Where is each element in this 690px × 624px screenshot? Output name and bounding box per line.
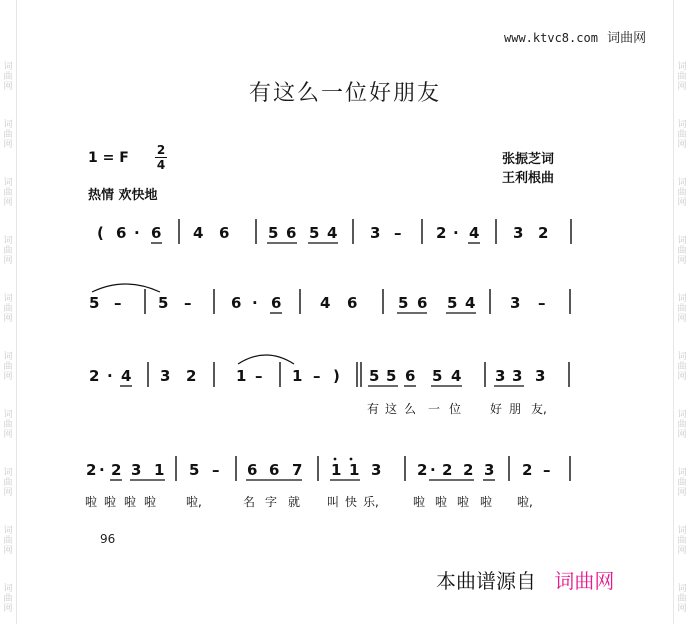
barlines bbox=[145, 289, 570, 314]
score-note: – bbox=[543, 461, 551, 479]
watermark-char: 曲 bbox=[677, 420, 687, 430]
watermark-char: 词 bbox=[677, 236, 687, 246]
lyric: 字 bbox=[265, 495, 278, 509]
score-note: 6 bbox=[405, 367, 416, 385]
score-note: 2 bbox=[111, 461, 122, 479]
lyric: 么 bbox=[404, 402, 417, 416]
score-note: 5 bbox=[268, 224, 279, 242]
lyric: 友, bbox=[531, 402, 547, 416]
score-note: 6 bbox=[417, 294, 428, 312]
watermark-char: 网 bbox=[3, 372, 13, 382]
watermark-char: 网 bbox=[3, 430, 13, 440]
watermark-char: 词 bbox=[677, 62, 687, 72]
watermark-char: 网 bbox=[677, 140, 687, 150]
score-note: 6 bbox=[271, 294, 282, 312]
lyric: 一 bbox=[428, 402, 441, 416]
watermark-char: 曲 bbox=[3, 478, 13, 488]
score-note: 3 bbox=[513, 224, 524, 242]
watermark-char: 词 bbox=[677, 294, 687, 304]
score-note: 6 bbox=[231, 294, 242, 312]
lyric: 就 bbox=[288, 495, 301, 509]
watermark-char: 网 bbox=[3, 604, 13, 614]
score-note: – bbox=[313, 367, 321, 385]
watermark-char: 词 bbox=[677, 410, 687, 420]
score-note: 3 bbox=[512, 367, 523, 385]
watermark-char: 网 bbox=[3, 314, 13, 324]
watermark-char: 词 bbox=[3, 410, 13, 420]
score-note: 1 bbox=[292, 367, 303, 385]
lyric: 啦 bbox=[413, 495, 426, 509]
watermark-char: 曲 bbox=[3, 304, 13, 314]
score-note: 6 bbox=[347, 294, 358, 312]
watermark-char: 曲 bbox=[677, 72, 687, 82]
lyric: 啦 bbox=[104, 495, 117, 509]
watermark-char: 词 bbox=[3, 526, 13, 536]
watermark-char: 词 bbox=[3, 352, 13, 362]
score-note: 6 bbox=[286, 224, 297, 242]
watermark-char: 曲 bbox=[3, 130, 13, 140]
score-note: 1 bbox=[349, 461, 360, 479]
watermark-char: 网 bbox=[3, 546, 13, 556]
score-note: · bbox=[430, 461, 436, 479]
score-note: 6 bbox=[269, 461, 280, 479]
watermark-char: 词 bbox=[677, 526, 687, 536]
page-number: 96 bbox=[100, 532, 116, 546]
key-signature: 1 = F bbox=[88, 150, 129, 166]
score-note: ) bbox=[333, 367, 340, 385]
watermark-char: 网 bbox=[3, 256, 13, 266]
tempo-marking: 热情 欢快地 bbox=[88, 188, 158, 203]
source-footer bbox=[436, 565, 614, 594]
score-note: 5 bbox=[89, 294, 100, 312]
lyricist: 张振芝词 bbox=[502, 152, 555, 167]
score-note: · bbox=[99, 461, 105, 479]
score-row-1 bbox=[97, 219, 571, 244]
score-note: 2 bbox=[442, 461, 453, 479]
time-signature-bottom: 4 bbox=[156, 158, 166, 172]
watermark-char: 词 bbox=[3, 584, 13, 594]
score-row-3 bbox=[89, 355, 569, 416]
score-note: 4 bbox=[327, 224, 338, 242]
score-note: 2 bbox=[417, 461, 428, 479]
watermark-char: 网 bbox=[677, 488, 687, 498]
watermark-char: 网 bbox=[677, 372, 687, 382]
watermark-char: 网 bbox=[677, 604, 687, 614]
lyric: 名 bbox=[243, 495, 256, 509]
watermark-char: 词 bbox=[3, 294, 13, 304]
score-note: 2 bbox=[522, 461, 533, 479]
score-note: – bbox=[114, 294, 122, 312]
watermark-char: 网 bbox=[677, 314, 687, 324]
watermark-char: 曲 bbox=[3, 72, 13, 82]
watermark-char: 网 bbox=[677, 546, 687, 556]
score-note: 1 bbox=[331, 461, 342, 479]
watermark-char: 词 bbox=[677, 584, 687, 594]
score-note: 5 bbox=[432, 367, 443, 385]
watermark-char: 曲 bbox=[677, 188, 687, 198]
watermark-char: 曲 bbox=[677, 246, 687, 256]
score-note: 1 bbox=[236, 367, 247, 385]
watermark-char: 网 bbox=[677, 82, 687, 92]
score-note: · bbox=[134, 224, 140, 242]
score-note: 2 bbox=[86, 461, 97, 479]
footer-text: 本曲谱源自 bbox=[436, 569, 536, 593]
lyric: 啦 bbox=[457, 495, 470, 509]
watermark-char: 词 bbox=[677, 468, 687, 478]
score-note: 4 bbox=[465, 294, 476, 312]
score-note: 3 bbox=[510, 294, 521, 312]
watermark-char: 词 bbox=[3, 468, 13, 478]
barlines bbox=[148, 362, 569, 387]
score-note: 5 bbox=[369, 367, 380, 385]
watermark-char: 曲 bbox=[3, 420, 13, 430]
lyric: 啦 bbox=[144, 495, 157, 509]
score-note: 3 bbox=[535, 367, 546, 385]
score-note: 4 bbox=[193, 224, 204, 242]
watermark-char: 曲 bbox=[677, 478, 687, 488]
score-note: – bbox=[255, 367, 263, 385]
score-note: · bbox=[107, 367, 113, 385]
watermark-char: 曲 bbox=[3, 362, 13, 372]
watermark-char: 曲 bbox=[677, 304, 687, 314]
watermark-char: 词 bbox=[677, 120, 687, 130]
score-note: · bbox=[252, 294, 258, 312]
watermark-char: 网 bbox=[3, 140, 13, 150]
score-note: 5 bbox=[447, 294, 458, 312]
lyric: 这 bbox=[385, 402, 398, 416]
octave-dots bbox=[334, 458, 353, 461]
lyric: 啦 bbox=[85, 495, 98, 509]
watermark-char: 曲 bbox=[3, 536, 13, 546]
score-note: 2 bbox=[89, 367, 100, 385]
score-note: 2 bbox=[436, 224, 447, 242]
time-signature-top: 2 bbox=[156, 143, 166, 157]
watermark-char: 曲 bbox=[3, 188, 13, 198]
watermark-char: 词 bbox=[3, 178, 13, 188]
score-row-2 bbox=[89, 284, 570, 314]
watermark-char: 曲 bbox=[677, 130, 687, 140]
score-note: 4 bbox=[121, 367, 132, 385]
song-title: 有这么一位好朋友 bbox=[248, 81, 441, 106]
score-note: 1 bbox=[154, 461, 165, 479]
score-note: – bbox=[212, 461, 220, 479]
watermark-char: 词 bbox=[677, 352, 687, 362]
score-note: 5 bbox=[189, 461, 200, 479]
score-note: · bbox=[453, 224, 459, 242]
watermark-char: 网 bbox=[3, 198, 13, 208]
score-note: 6 bbox=[247, 461, 258, 479]
lyric: 啦, bbox=[186, 495, 202, 509]
watermark-char: 网 bbox=[3, 488, 13, 498]
score-note: 3 bbox=[371, 461, 382, 479]
score-note: 6 bbox=[151, 224, 162, 242]
watermark-char: 网 bbox=[3, 82, 13, 92]
score-note: 2 bbox=[186, 367, 197, 385]
watermark-char: 曲 bbox=[3, 594, 13, 604]
score-note: 5 bbox=[386, 367, 397, 385]
composer: 王利根曲 bbox=[502, 171, 555, 186]
lyric: 啦 bbox=[435, 495, 448, 509]
lyric: 叫 bbox=[327, 495, 340, 509]
watermark-char: 词 bbox=[3, 236, 13, 246]
watermark-char: 曲 bbox=[677, 536, 687, 546]
score-note: 3 bbox=[495, 367, 506, 385]
score-row-4 bbox=[85, 456, 570, 509]
score-note: – bbox=[184, 294, 192, 312]
lyric: 位 bbox=[449, 402, 462, 416]
site-url[interactable]: www.ktvc8.com bbox=[504, 31, 598, 45]
score-note: 3 bbox=[484, 461, 495, 479]
lyric: 好 bbox=[490, 402, 503, 416]
score-note: 3 bbox=[370, 224, 381, 242]
lyric: 快 bbox=[345, 495, 358, 509]
site-name[interactable]: 词曲网 bbox=[607, 31, 647, 46]
score-note: 5 bbox=[398, 294, 409, 312]
score-note: 4 bbox=[469, 224, 480, 242]
score-note: 2 bbox=[463, 461, 474, 479]
watermark-char: 曲 bbox=[3, 246, 13, 256]
watermark-char: 词 bbox=[3, 120, 13, 130]
watermark-char: 曲 bbox=[677, 594, 687, 604]
footer-brand-link[interactable]: 词曲网 bbox=[554, 569, 615, 593]
score-note: 4 bbox=[320, 294, 331, 312]
lyric: 啦, bbox=[517, 495, 533, 509]
lyric: 啦 bbox=[124, 495, 137, 509]
watermark-char: 曲 bbox=[677, 362, 687, 372]
score-note: 6 bbox=[219, 224, 230, 242]
lyric: 啦 bbox=[480, 495, 493, 509]
score-note: 5 bbox=[158, 294, 169, 312]
score-note: 6 bbox=[116, 224, 127, 242]
lyric: 有 bbox=[367, 402, 380, 416]
score-note: 2 bbox=[538, 224, 549, 242]
score-note: 3 bbox=[160, 367, 171, 385]
score-note: – bbox=[538, 294, 546, 312]
watermark-char: 网 bbox=[677, 198, 687, 208]
watermark-char: 网 bbox=[677, 256, 687, 266]
lyric: 朋 bbox=[509, 402, 522, 416]
score-note: 7 bbox=[292, 461, 303, 479]
score-note: 5 bbox=[309, 224, 320, 242]
score-note: – bbox=[394, 224, 402, 242]
watermark-char: 词 bbox=[3, 62, 13, 72]
score-note: ( bbox=[97, 224, 104, 242]
watermark-char: 词 bbox=[677, 178, 687, 188]
lyric: 乐, bbox=[363, 495, 379, 509]
score-note: 3 bbox=[131, 461, 142, 479]
tie-arc bbox=[238, 355, 294, 364]
watermark-char: 网 bbox=[677, 430, 687, 440]
score-note: 4 bbox=[451, 367, 462, 385]
tie-arc bbox=[92, 284, 160, 292]
